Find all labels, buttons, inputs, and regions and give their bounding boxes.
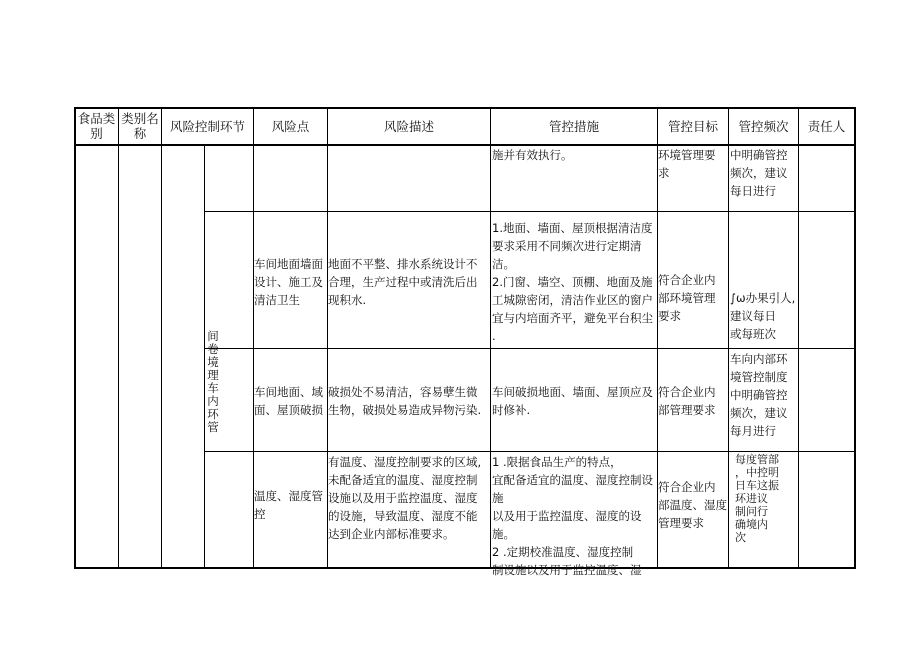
- col-line-0: [74, 107, 76, 569]
- header-control-stage: 风险控制环节: [169, 118, 245, 134]
- row3-measures: 车间破损地面、墙面、屋顶应及 时修补.: [492, 385, 653, 417]
- header-category-name: 类别名 称: [121, 111, 159, 141]
- row2-risk-description: 地面不平整、排水系统设计不 合理，生产过程中或清洗后出 现积水.: [328, 257, 478, 307]
- row1-frequency: 中明确管控 频次，建议 每日进行: [730, 148, 788, 198]
- line-row3-bottom: [204, 451, 855, 452]
- col-line-10: [854, 107, 856, 569]
- row2-target: 符合企业内 部环境管理 要求: [658, 273, 716, 323]
- row1-target: 环境管理要 求: [658, 148, 716, 180]
- row2-measures: 1.地面、墙面、屋顶根据清洁度 要求采用不同频次进行定期清 洁。 2.门窗、墙空、顶棚、地面及施 工城隙密闭，清洁作业区的窗户 宜与内培面齐平，避免平台积尘 .: [492, 221, 653, 343]
- row4-target: 符合企业内 部温度、湿度 管理要求: [658, 480, 727, 530]
- row1-measures: 施并有效执行。: [492, 148, 573, 162]
- header-control-target: 管控目标: [667, 118, 718, 134]
- row2-frequency: ∫ω办果引人, 建议每日 或每班次: [730, 291, 796, 341]
- row3-risk-point: 车间地面、域 面、屋顶破损: [254, 385, 323, 417]
- header-food-category: 食品类 别: [77, 111, 116, 141]
- section-label-workshop-environment: 间卷境理车内环管: [207, 329, 219, 434]
- row2-risk-point: 车间地面墙面 设计、施工及 清洁卫生: [254, 257, 323, 307]
- row4-frequency: 每度管部 ，中控明 日车这振 环进议 制问行 确境内 次: [735, 453, 779, 544]
- col-line-3: [204, 144, 205, 568]
- col-line-1: [118, 107, 119, 569]
- header-control-frequency: 管控频次: [738, 118, 789, 134]
- header-risk-point: 风险点: [271, 118, 310, 134]
- row3-target: 符合企业内 部管理要求: [658, 385, 716, 417]
- row3-frequency: 车向内部环 境管控制度 中明确管控 频次，建议 每月进行: [730, 352, 788, 438]
- col-line-6: [490, 107, 491, 569]
- row4-measures: 1 .限据食品生产的特点， 宜配备适宜的温度、湿度控制设施 以及用于监控温度、湿度的设施。 2 .定期校准温度、湿度控制 制设施以及用于监控温度、湿: [492, 455, 653, 577]
- row4-risk-point: 温度、湿度管 控: [254, 489, 323, 521]
- row4-risk-description: 有温度、湿度控制要求的区域, 未配备适宜的温度、湿度控制 设施以及用于监控温度、湿度 的设施，导致温度、湿度不能 达到企业内部标准要求。: [328, 455, 482, 541]
- col-line-9: [798, 107, 799, 569]
- line-row1-bottom: [204, 211, 855, 212]
- header-control-measures: 管控措施: [548, 118, 599, 134]
- col-line-8: [728, 107, 729, 569]
- header-responsible: 责任人: [807, 118, 846, 134]
- line-row2-bottom: [204, 348, 855, 349]
- header-risk-description: 风险描述: [383, 118, 434, 134]
- line-bottom: [74, 567, 855, 569]
- row3-risk-description: 破损处不易清洁，容易孽生微 生物，破损处易造成异物污染.: [328, 385, 482, 417]
- col-line-2: [161, 107, 162, 569]
